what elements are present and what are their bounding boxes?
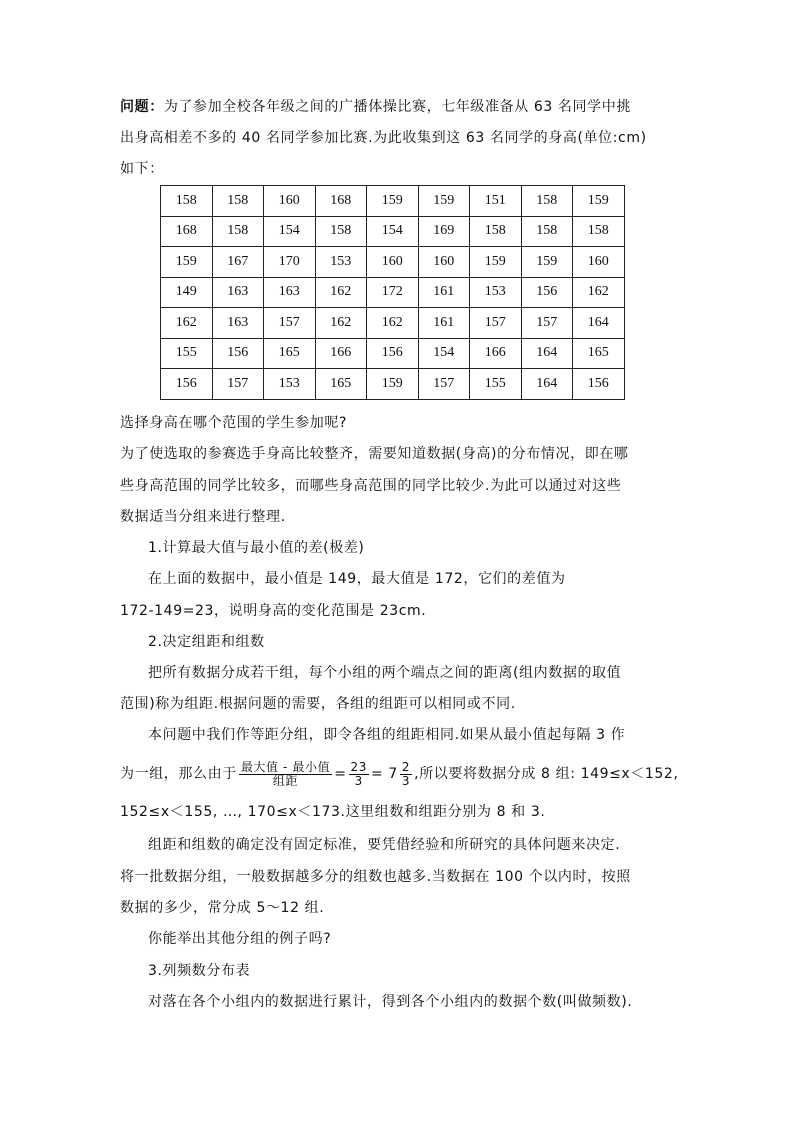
table-cell: 157 bbox=[264, 308, 316, 339]
table-cell: 165 bbox=[315, 369, 367, 400]
section-4-line-3: 数据的多少，常分成 5～12 组. bbox=[120, 900, 325, 916]
table-row bbox=[161, 338, 625, 369]
table-cell: 158 bbox=[161, 186, 213, 217]
table-cell: 151 bbox=[470, 186, 522, 217]
problem-line-2: 出身高相差不多的 40 名同学参加比赛.为此收集到这 63 名同学的身高(单位:cm) bbox=[120, 130, 647, 146]
table-cell: 156 bbox=[521, 277, 573, 308]
fraction-denominator: 组距 bbox=[272, 773, 299, 788]
section-4-line-2: 将一批数据分组，一般数据越多分的组数也越多.当数据在 100 个以内时，按照 bbox=[120, 869, 631, 885]
table-cell: 170 bbox=[264, 247, 316, 278]
table-cell: 153 bbox=[470, 277, 522, 308]
section-1-line-1: 在上面的数据中，最小值是 149，最大值是 172，它们的差值为 bbox=[148, 571, 566, 587]
table-cell: 158 bbox=[470, 216, 522, 247]
paragraph-1-line-3: 数据适当分组来进行整理. bbox=[120, 509, 286, 525]
table-cell: 158 bbox=[521, 216, 573, 247]
table-cell: 156 bbox=[573, 369, 625, 400]
table-cell: 158 bbox=[315, 216, 367, 247]
table-cell: 162 bbox=[161, 308, 213, 339]
mixed-number-whole: = 7 bbox=[371, 766, 398, 782]
section-6-line: 对落在各个小组内的数据进行累计，得到各个小组内的数据个数(叫做频数). bbox=[148, 994, 633, 1010]
table-cell: 166 bbox=[315, 338, 367, 369]
table-cell: 156 bbox=[161, 369, 213, 400]
section-2-line-2: 范围)称为组距.根据问题的需要，各组的组距可以相同或不同. bbox=[120, 696, 516, 712]
mixed-fraction-denominator: 3 bbox=[401, 773, 411, 788]
table-cell: 149 bbox=[161, 277, 213, 308]
problem-label: 问题： bbox=[120, 99, 164, 115]
value-fraction bbox=[349, 761, 369, 788]
table-cell: 168 bbox=[161, 216, 213, 247]
table-cell: 165 bbox=[573, 338, 625, 369]
table-cell: 157 bbox=[470, 308, 522, 339]
table-row bbox=[161, 308, 625, 339]
section-3-heading: 3.列频数分布表 bbox=[148, 963, 251, 979]
table-cell: 159 bbox=[367, 369, 419, 400]
problem-line-3: 如下： bbox=[120, 161, 164, 177]
table-cell: 160 bbox=[573, 247, 625, 278]
table-cell: 165 bbox=[264, 338, 316, 369]
table-cell: 164 bbox=[521, 369, 573, 400]
table-cell: 163 bbox=[212, 277, 264, 308]
table-cell: 154 bbox=[264, 216, 316, 247]
range-over-width-fraction bbox=[239, 761, 332, 788]
table-row bbox=[161, 369, 625, 400]
table-cell: 159 bbox=[521, 247, 573, 278]
table-cell: 161 bbox=[418, 277, 470, 308]
table-cell: 156 bbox=[367, 338, 419, 369]
section-3-line-2-suffix: ,所以要将数据分成 8 组: 149≤x＜152, bbox=[414, 766, 679, 782]
mixed-number-fraction bbox=[400, 761, 412, 788]
table-cell: 160 bbox=[418, 247, 470, 278]
table-cell: 168 bbox=[315, 186, 367, 217]
section-5-line: 你能举出其他分组的例子吗? bbox=[148, 931, 332, 947]
table-cell: 159 bbox=[573, 186, 625, 217]
table-cell: 160 bbox=[367, 247, 419, 278]
equals-sign: = bbox=[334, 766, 347, 782]
table-cell: 157 bbox=[521, 308, 573, 339]
section-2-heading: 2.决定组距和组数 bbox=[148, 634, 265, 650]
table-cell: 155 bbox=[161, 338, 213, 369]
table-cell: 162 bbox=[367, 308, 419, 339]
table-cell: 169 bbox=[418, 216, 470, 247]
table-cell: 164 bbox=[573, 308, 625, 339]
mixed-fraction-numerator: 2 bbox=[401, 759, 411, 774]
table-cell: 154 bbox=[418, 338, 470, 369]
value-fraction-numerator: 23 bbox=[350, 759, 368, 774]
section-4-line-1: 组距和组数的确定没有固定标准，要凭借经验和所研究的具体问题来决定. bbox=[148, 837, 621, 853]
table-cell: 158 bbox=[521, 186, 573, 217]
table-cell: 163 bbox=[212, 308, 264, 339]
paragraph-1-line-2: 些身高范围的同学比较多，而哪些身高范围的同学比较少.为此可以通过对这些 bbox=[120, 478, 622, 494]
table-cell: 158 bbox=[212, 186, 264, 217]
table-cell: 162 bbox=[315, 308, 367, 339]
table-cell: 164 bbox=[521, 338, 573, 369]
table-cell: 157 bbox=[418, 369, 470, 400]
table-cell: 153 bbox=[264, 369, 316, 400]
table-cell: 159 bbox=[470, 247, 522, 278]
section-3-line-2-prefix: 为一组，那么由于 bbox=[120, 766, 237, 782]
table-cell: 172 bbox=[367, 277, 419, 308]
question-line: 选择身高在哪个范围的学生参加呢? bbox=[120, 415, 348, 431]
problem-text-1: 为了参加全校各年级之间的广播体操比赛，七年级准备从 63 名同学中挑 bbox=[163, 99, 631, 115]
value-fraction-denominator: 3 bbox=[354, 773, 363, 788]
table-cell: 163 bbox=[264, 277, 316, 308]
table-cell: 161 bbox=[418, 308, 470, 339]
table-cell: 160 bbox=[264, 186, 316, 217]
table-cell: 166 bbox=[470, 338, 522, 369]
table-cell: 153 bbox=[315, 247, 367, 278]
section-2-line-1: 把所有数据分成若干组，每个小组的两个端点之间的距离(组内数据的取值 bbox=[148, 665, 622, 681]
section-1-line-2: 172-149=23，说明身高的变化范围是 23cm. bbox=[120, 603, 427, 619]
table-cell: 154 bbox=[367, 216, 419, 247]
table-cell: 156 bbox=[212, 338, 264, 369]
table-cell: 155 bbox=[470, 369, 522, 400]
table-row bbox=[161, 247, 625, 278]
section-1-heading: 1.计算最大值与最小值的差(极差) bbox=[148, 540, 365, 556]
table-cell: 167 bbox=[212, 247, 264, 278]
table-row bbox=[161, 216, 625, 247]
height-data-table-body bbox=[161, 186, 625, 400]
section-3-line-2 bbox=[120, 754, 679, 794]
table-row bbox=[161, 277, 625, 308]
fraction-numerator: 最大值 - 最小值 bbox=[240, 759, 331, 774]
table-cell: 159 bbox=[367, 186, 419, 217]
table-cell: 158 bbox=[573, 216, 625, 247]
problem-line-1 bbox=[120, 94, 631, 120]
section-3-line-3: 152≤x＜155, …, 170≤x＜173.这里组数和组距分别为 8 和 3. bbox=[120, 804, 546, 820]
table-cell: 157 bbox=[212, 369, 264, 400]
table-cell: 162 bbox=[315, 277, 367, 308]
height-data-table bbox=[160, 185, 625, 400]
table-cell: 162 bbox=[573, 277, 625, 308]
table-cell: 158 bbox=[212, 216, 264, 247]
table-row bbox=[161, 186, 625, 217]
table-cell: 159 bbox=[161, 247, 213, 278]
section-3-line-1: 本问题中我们作等距分组，即令各组的组距相同.如果从最小值起每隔 3 作 bbox=[148, 727, 626, 743]
table-cell: 159 bbox=[418, 186, 470, 217]
paragraph-1-line-1: 为了使选取的参赛选手身高比较整齐，需要知道数据(身高)的分布情况，即在哪 bbox=[120, 446, 629, 462]
